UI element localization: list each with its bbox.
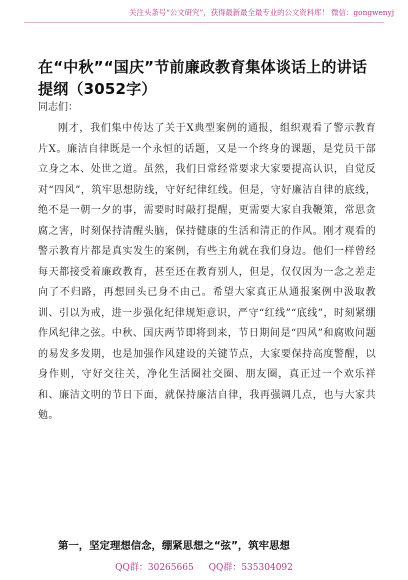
header-promo-text: 关注头条号“公文研究”，获得最新最全最专业的公文资料库！ 微信：gongwenyj — [129, 8, 394, 17]
salutation: 同志们： — [38, 102, 78, 113]
document-title: 在“中秋”“国庆”节前廉政教育集体谈话上的讲话提纲（3052字） — [38, 58, 368, 98]
qq-group-2: QQ群：535304092 — [208, 563, 293, 573]
qq-group-1: QQ群：30265665 — [115, 563, 194, 573]
footer-contact — [0, 562, 408, 574]
header-divider — [24, 22, 384, 23]
section-heading: 第一，坚定理想信念，绷紧思想之“弦”，筑牢思想 — [58, 540, 290, 552]
body-paragraph: 刚才，我们集中传达了关于X典型案例的通报，组织观看了警示教育片X。廉洁自律既是一个永恒的话题，又是一个终身的课题，是党员干部立身之本、处世之道。虽然，我们日常经常要求大家要提高认识，自觉反对“四风”，筑牢思想防线，守好纪律红线。但是，守好廉洁自律的底线，绝不是一朝一夕的事，需要时时敲打提醒，更需要大家自我鞭策，常思贪腐之害，时刻保持清醒头脑，保持健康的生活和清正的作风。刚才观看的警示教育片都是真实发生的案例，有些主角就在我们身边。他们一样曾经每天都接受着廉政教育，甚至还在教育别人，但是，仅仅因为一念之差走向了不归路，再想回头已身不由己。希望大家真正从通报案例中汲取教训、引以为戒，进一步强化纪律规矩意识，严守“红线”“底线”，时刻紧绷作风纪律之弦。中秋、国庆两节即将到来，节日期间是“四风”和腐败问题的易发多发期，也是加强作风建设的关键节点，大家要保持高度警醒，以身作则，守好交往关，净化生活圈社交圈、朋友圈，真正过一个欢乐祥和、廉洁文明的节日下面，就保持廉洁自律，我再强调几点，也与大家共勉。 — [38, 123, 376, 421]
